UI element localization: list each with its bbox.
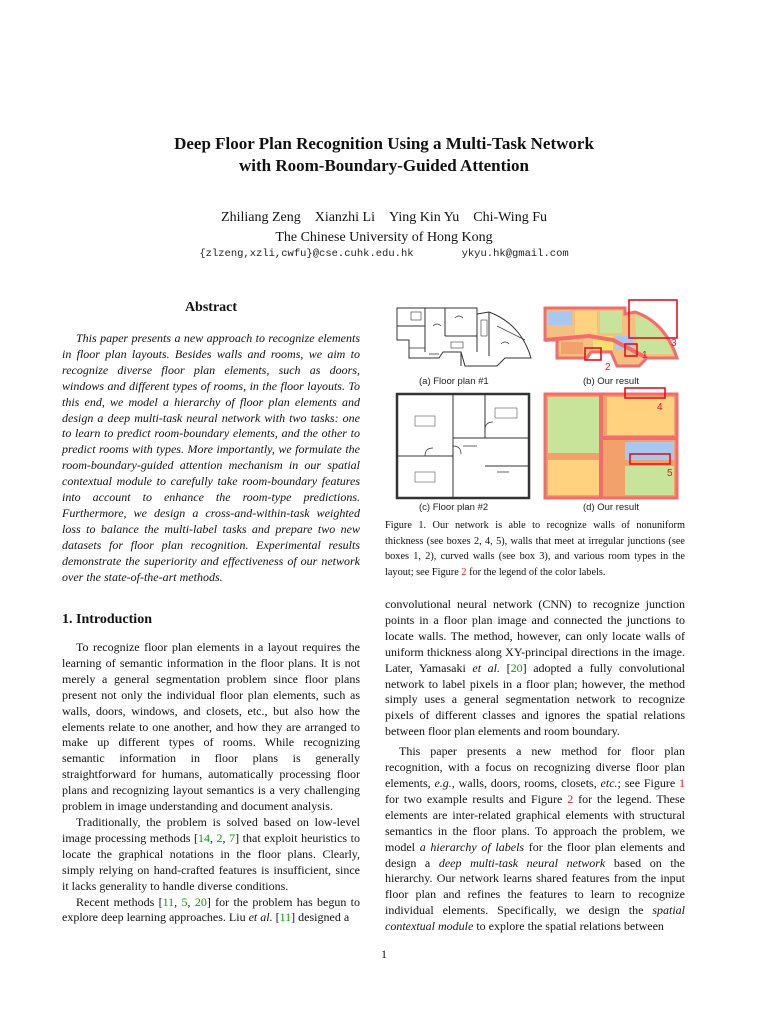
subfigure-label-c: (c) Floor plan #2 [419,502,489,512]
subfigure-label-b: (b) Our result [583,376,639,387]
text-run: spatial contextual module [385,903,685,934]
abstract-paragraph: This paper presents a new approach to recognize elements in floor plan layouts. Besides walls and rooms, we aim to recognize diverse floor plan elements, such as doors, windows and different types of rooms, in the floor layouts. To this end, we model a hierarchy of floor plan elements and design a deep multi-task neural network with two tasks: one to learn to predict room-boundary elements, and the other to predict rooms with types. More importantly, we formulate the room-boundary-guided attention mechanism in our spatial contextual module to carefully take room-boundary features into account to enhance the room-type predictions. Furthermore, we design a cross-and-within-task weighted loss to balance the multi-label tasks and prepare two new datasets for floor plan recognition. Experimental results demonstrate the superiority and effectiveness of our network over the state-of-the-art methods. [62,331,360,584]
text-run: ] for the problem has begun to explore deep learning approaches. Liu [62,894,361,925]
citation-link[interactable]: 2 [216,830,223,845]
floor-plan-2-result [545,388,677,498]
paragraph: convolutional neural network (CNN) to recognize junction points in a floor plan image and connected the junctions to locate walls. The method, however, can only locate walls of uniform thickness along XY-principal directions in the image. Later, Yamasaki et al. [20] adopted a fully convolutional network to label pixels in a floor plan; however, the method simply uses a general segmentation network to recognize pixels of different classes and ignores the spatial relations between floor plan elements and room boundary. [385,597,686,739]
figure-ref-link[interactable]: 1 [679,775,685,790]
text-run: e.g. [434,775,452,790]
intro-left-column [62,640,360,926]
subfigure-label-d: (d) Our result [583,502,639,512]
citation-link[interactable]: 11 [279,910,292,925]
author-list [0,208,768,228]
subfigure-label-a: (a) Floor plan #1 [419,376,489,387]
text-run: for the legend. These elements are inter-related graphical elements with structural semantics in the floor plans. To approach the problem, we model [385,791,685,854]
affiliation: The Chinese University of Hong Kong [275,230,493,245]
author-name: Ying Kin Yu [388,210,460,225]
author-emails [0,248,768,260]
text-run: This paper presents a new method for floor plan recognition, with a focus on recognizing diverse floor plan elements, [385,744,685,790]
text-run: Traditionally, the problem is solved based on low-level image processing methods [ [62,814,360,845]
figure-ref-link[interactable]: 2 [461,566,467,578]
intro-right-column [385,597,685,935]
floor-plan-2-drawing [397,394,529,498]
title-line-1: Deep Floor Plan Recognition Using a Multi-Task Network [174,134,594,153]
author-name: Zhiliang Zeng [221,210,301,225]
text-run: ; see Figure [617,775,679,790]
email-address[interactable]: {zlzeng,xzli,cwfu}@cse.cuhk.edu.hk [199,248,414,260]
abstract-heading: Abstract [184,300,238,315]
text-run: based on the hierarchy. Our network learns shared features from the input floor plan and refines the features to learn to recognize individual elements. Specifically, we design the [385,855,686,918]
text-run: Recent methods [ [76,894,163,909]
box-number: 2 [605,362,611,373]
figure-ref-link[interactable]: 2 [567,791,574,806]
text-run: to explore the spatial relations between [473,919,664,934]
text-run: deep multi-task neural network [438,855,606,870]
box-number: 4 [657,402,663,413]
paragraph [385,744,685,935]
paragraph: Recent methods [11, 5, 20] for the problem has begun to explore deep learning approaches. Liu et al. [11] designed a [62,894,361,925]
figure-caption [385,518,685,580]
citation-link[interactable]: 11 [162,894,175,909]
box-number: 1 [642,350,648,361]
author-name: Chi-Wing Fu [473,210,547,225]
title-line-2: with Room-Boundary-Guided Attention [239,156,529,175]
paper-title [0,133,768,177]
citation-link[interactable]: 5 [181,894,188,909]
figure-1 [385,296,689,512]
caption-text: Figure 1. Our network is able to recognize walls of nonuniform thickness (see boxes 2, 4, 5), walls that meet at irregular junctions (see boxes 1, 2), curved walls (see box 3), and various room types in the layout; see Figure [385,520,685,578]
text-run: ] that exploit heuristics to locate the graphical notations in the floor plans. Clearly, simply relying on hand-crafted features is insufficient, since it lacks generality to handle diverse conditions. [62,830,360,893]
text-run: et al. [248,910,273,925]
floor-plan-1-result [545,300,677,373]
text-run: a hierarchy of labels [419,839,525,854]
text-run: et al. [472,660,500,675]
caption-text: for the legend of the color labels. [466,566,606,578]
paragraph: To recognize floor plan elements in a layout requires the learning of semantic information in the floor plans. It is not merely a general segmentation problem since floor plans present not only the individual floor plan elements, such as walls, doors, windows, and closets, etc., but also how the elements relate to one another, and how they are arranged to make up different types of rooms. While recognizing semantic information in floor plans is generally straightforward for humans, automatically processing floor plans and recognizing layout semantics is a very challenging problem in image understanding and document analysis. [62,640,360,814]
citation-link[interactable]: 7 [229,830,236,845]
floor-plan-1-drawing [397,308,531,366]
author-name: Xianzhi Li [314,210,375,225]
box-number: 5 [667,468,673,479]
paragraph: Traditionally, the problem is solved based on low-level image processing methods [14, 2, 7] that exploit heuristics to locate the graphical notations in the floor plans. Clearly, simply relying on hand-crafted features is insufficient, since it lacks generality to handle diverse conditions. [62,814,360,893]
page-number: 1 [381,947,387,961]
text-run: for two example results and Figure [385,791,568,806]
citation-link[interactable]: 20 [510,660,523,675]
text-run: for the floor plan elements and design a [385,839,685,870]
text-run: designed a [295,910,350,925]
text-run: adopted a fully convolutional network to label pixels in a floor plan; however, the method simply uses a general segmentation network to recognize pixels of different classes and ignores the spatial relations between floor plan elements and room boundary. [385,660,686,739]
citation-link[interactable]: 14 [197,830,210,845]
text-run: , walls, doors, rooms, closets, [451,775,601,790]
text-run: etc. [600,775,618,790]
section-heading-introduction: 1. Introduction [62,612,152,627]
author-block [0,208,768,248]
abstract-text [62,331,360,586]
email-address[interactable]: ykyu.hk@gmail.com [461,248,569,260]
citation-link[interactable]: 20 [194,894,207,909]
box-number: 3 [671,338,677,349]
text-run: convolutional neural network (CNN) to recognize junction points in a floor plan image and connected the junctions to locate walls. The method, however, can only locate walls of uniform thickness along XY-principal directions in the image. Later, Yamasaki [385,597,685,675]
